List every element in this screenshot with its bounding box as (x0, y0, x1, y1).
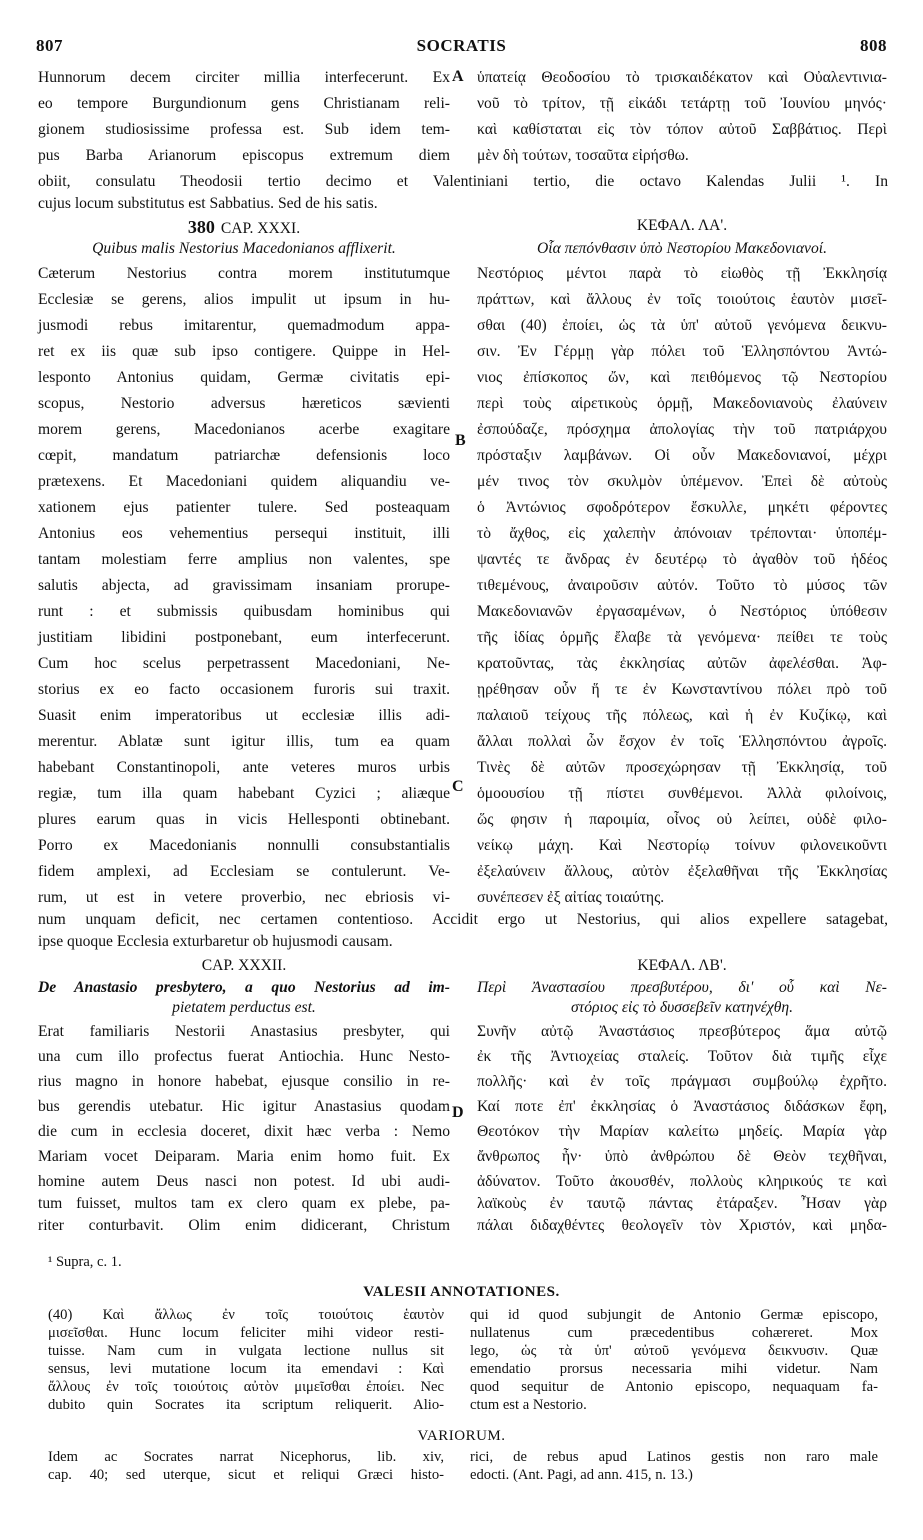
text-line: καὶ καθίσταται εἰς τὸν τόπον αὐτοῦ Σαββάτιος. Περὶ (477, 121, 887, 138)
text-line: νείκῳ μάχη. Καὶ Νεστορίῳ τοίνυν φιλονεικοῦντι (477, 837, 887, 854)
text-line: ipse quoque Ecclesia exturbaretur ob hujusmodi causam. (38, 933, 393, 950)
column-number: 380 (187, 217, 215, 237)
chapter-31-greek-subtitle: Οἷα πεπόνθασιν ὑπὸ Νεστορίου Μακεδονιανοί. (536, 240, 828, 257)
text-line: pus Barba Arianorum episcopus extremum diem (38, 147, 450, 164)
text-line: ψαντές τε ἄνδρας ἐν δευτέρῳ τὸ ἀγαθὸν τοῦ ἡδέος (477, 551, 887, 568)
text-line: Τινὲς δὲ αὐτῶν προσεχώρησαν τῇ Ἐκκλησίᾳ, τοῦ (477, 759, 887, 776)
text-line: tum fuisset, multos tam ex clero quam ex plebe, pa- (38, 1195, 450, 1212)
note-line: ἄλλους ἐν τοῖς τοιούτοις αὐτὸν μιμεῖσθαι ἐποίει. Nec (48, 1379, 444, 1395)
margin-letter-d: D (452, 1104, 464, 1121)
note-line: emendatio prorsus necessaria mihi videtur. Nam (470, 1361, 878, 1377)
note-line: quod sequitur de Antonio episcopo, nequaquam fa- (470, 1379, 878, 1395)
text-line: Hunnorum decem circiter millia interfecerunt. Ex (38, 69, 450, 86)
text-line: ἀδύνατον. Τοῦτο ἀκουσθέν, πολλοὺς κληρικούς τε καὶ (477, 1173, 887, 1190)
text-line: cujus locum substitutus est Sabbatius. Sed de his satis. (38, 195, 378, 212)
text-line: Cæterum Nestorius contra morem institutumque (38, 265, 450, 282)
text-line: salutis abjecta, ad gravissimam insaniam prorupe- (38, 577, 450, 594)
text-line: νιος ἐπίσκοπος ὤν, καὶ πειθόμενος τῷ Νεστορίου (477, 369, 887, 386)
text-line: Erat familiaris Nestorii Anastasius presbyter, qui (38, 1023, 450, 1040)
text-line: Porro ex Macedonianis nonnulli consubstantialis (38, 837, 450, 854)
text-line: eo tempore Burgundionum gens Christianam reli- (38, 95, 450, 112)
note-line: rici, de rebus apud Latinos gestis non raro male (470, 1449, 878, 1465)
text-line: ῃρέθησαν οὖν ἥ τε ἐν Κωνσταντίνου πόλει πρὸ τοῦ (477, 681, 887, 698)
chapter-31-latin-subtitle: Quibus malis Nestorius Macedonianos afflixerit. (92, 240, 396, 257)
text-line: morem gerens, Macedonianos acerbe exagitare (38, 421, 450, 438)
note-line: ctum est a Nestorio. (470, 1397, 587, 1413)
text-line: homine autem Deus nasci non potest. Id ubi audi- (38, 1173, 450, 1190)
text-line: σθαι (40) ἐποίει, ὡς τὰ ὑπ' αὐτοῦ γενόμενα δεικνυ- (477, 317, 887, 334)
text-line: Suasit enim imperatoribus ut ecclesiæ illis adi- (38, 707, 450, 724)
text-line: πράττων, καὶ ἄλλους ἐν τοῖς τοιούτοις ἑαυτὸν μισεῖ- (477, 291, 887, 308)
text-line: λαϊκοὺς ἐν ταυτῷ πάντας ἐτάραξεν. Ἦσαν γὰρ (477, 1195, 887, 1212)
note-line: tuisse. Nam cum in vulgata lectione nullus sit (48, 1343, 444, 1359)
text-line: τιθεμένους, ἀναιροῦσιν αὐτόν. Τοῦτο τὸ μύσος τῶν (477, 577, 887, 594)
note-line: qui id quod subjungit de Antonio Germæ episcopo, (470, 1307, 878, 1323)
text-line: merentur. Ablatæ sunt igitur illis, tum ea quam (38, 733, 450, 750)
text-line: die cum in ecclesia doceret, dixit hæc verba : Nemo (38, 1123, 450, 1140)
note-line: sensus, levi mutatione locum ita emendavi : Καὶ (48, 1361, 444, 1377)
margin-letter-b: B (455, 432, 466, 449)
text-line: ἐξελαύνειν ἄλλους, αὐτὸν ἐξελαθῆναι τῆς Ἐκκλησίας (477, 863, 887, 880)
text-line: Νεστόριος μέντοι παρὰ τὸ εἰωθὸς τῇ Ἐκκλησίᾳ (477, 265, 887, 282)
text-line: habebant Constantinopoli, ante veteres muros urbis (38, 759, 450, 776)
text-line: Μακεδονιανῶν ἐργασαμένων, ὁ Νεστόριος ὑπόθεσιν (477, 603, 887, 620)
text-line: num unquam deficit, nec certamen contentioso. Accidit ergo ut Nestorius, qui alios expellere satagebat, (38, 911, 888, 928)
margin-letter-a: A (452, 68, 464, 85)
note-line: (40) Καὶ ἄλλως ἐν τοῖς τοιούτοις ἑαυτὸν (48, 1307, 444, 1323)
left-page-number: 807 (36, 36, 63, 55)
chapter-32-greek-title: ΚΕΦΑΛ. ΛΒ'. (637, 957, 727, 974)
text-line: ὑπατείᾳ Θεοδοσίου τὸ τρισκαιδέκατον καὶ Οὐαλεντινια- (477, 69, 887, 86)
text-line: riter conturbavit. Olim enim didicerant, Christum (38, 1217, 450, 1234)
chapter-32-latin-title: CAP. XXXII. (201, 957, 287, 974)
text-line: κρατοῦντας, τὰς ἐκκλησίας αὐτῶν ἀφελέσθαι. Ἀφ- (477, 655, 887, 672)
text-line: μὲν δὴ τούτων, τοσαῦτα εἰρήσθω. (477, 147, 689, 164)
chapter-32-latin-subtitle-line: pietatem perductus est. (172, 999, 316, 1016)
text-line: ἐκ τῆς Ἀντιοχείας σταλείς. Τοῦτον διὰ τιμῆς εἶχε (477, 1048, 887, 1065)
note-line: dubito quin Socrates ita scriptum reliquerit. Alio- (48, 1397, 444, 1413)
text-line: σιν. Ἐν Γέρμῃ γὰρ πόλει τοῦ Ἑλλησπόντου Ἀντώ- (477, 343, 887, 360)
chapter-32-greek-subtitle-line: Περὶ Ἀναστασίου πρεσβυτέρου, δι' οὗ καὶ Νε- (477, 979, 887, 996)
note-line: lego, ὡς τὰ ὑπ' αὐτοῦ γενόμενα δεικνυσιν. Quæ (470, 1343, 878, 1359)
text-line: συνέπεσεν ἐξ αἰτίας τοιαύτης. (477, 889, 665, 906)
text-line: plures earum quas in vicis Hellesponti obtinebant. (38, 811, 450, 828)
text-line: regiæ, tum illa quam habebant Cyzici ; aliæque (38, 785, 450, 802)
text-line: obiit, consulatu Theodosii tertio decimo et Valentiniani tertio, die octavo Kalendas Julii ¹. In (38, 173, 888, 190)
text-line: gionem studiosissime professa est. Sub idem tem- (38, 121, 450, 138)
margin-letter-c: C (452, 778, 464, 795)
text-line: Cum hoc scelus perpetrassent Macedoniani, Ne- (38, 655, 450, 672)
chapter-31-latin-title (38, 218, 450, 237)
text-line: prætexens. Et Macedoniani quidem aliquandiu ve- (38, 473, 450, 490)
text-line: ἐσπούδαζε, πρόσχημα ἀπολογίας τὴν τοῦ πατριάρχου (477, 421, 887, 438)
text-line: Θεοτόκον τὴν Μαρίαν καλείτω μηδείς. Μαρία γὰρ (477, 1123, 887, 1140)
text-line: una cum illo profectus fuerat Antiochia. Hunc Nesto- (38, 1048, 450, 1065)
text-line: cœpit, mandatum patriarchæ defensionis loco (38, 447, 450, 464)
text-line: Antonius eos vehementius persequi instituit, illi (38, 525, 450, 542)
text-line: παλαιοῦ τείχους τῆς πόλεως, καὶ ἡ ἐν Κυζίκῳ, καὶ (477, 707, 887, 724)
note-line: μισεῖσθαι. Hunc locum feliciter mihi videor resti- (48, 1325, 444, 1341)
text-line: scopus, Nestorio adversus hæreticos sævienti (38, 395, 450, 412)
text-line: ὁμοουσίου τῇ πίστει συνθέμενοι. Ἀλλὰ φιλοίνοις, (477, 785, 887, 802)
text-line: rius magno in honore habebat, ejusque consilio in re- (38, 1073, 450, 1090)
right-page-number: 808 (860, 36, 887, 55)
footnote: ¹ Supra, c. 1. (48, 1254, 122, 1270)
chapter-31-latin-label: CAP. XXXI. (220, 220, 301, 237)
text-line: πάλαι διδαχθέντες θεολογεῖν τὸν Χριστόν, καὶ μηδα- (477, 1217, 887, 1234)
text-line: ἄλλαι πολλαὶ ὧν ἔσχον ἐν τοῖς Ἑλλησπόντου ἀγροῖς. (477, 733, 887, 750)
variorum-heading: VARIORUM. (417, 1428, 506, 1444)
text-line: ὥς φησιν ἡ παροιμία, οἶνος οὐ λείπει, οὐδὲ φιλο- (477, 811, 887, 828)
text-line: περὶ τοὺς αἱρετικοὺς ὁρμῇ, Μακεδονιανοὺς ἐλαύνειν (477, 395, 887, 412)
text-line: μέν τινος τὸν σκυλμὸν ὑπέμενον. Ἐπεὶ δὲ αὐτοὺς (477, 473, 887, 490)
text-line: xationem ejus patienter tulere. Sed posteaquam (38, 499, 450, 516)
text-line: rum, ut est in vetere proverbio, nec ebriosis vi- (38, 889, 450, 906)
text-line: Ecclesiæ se gerens, alios impulit ut ipsum in hu- (38, 291, 450, 308)
note-line: nullatenus cum præcedentibus cohæreret. Mox (470, 1325, 878, 1341)
note-line: Idem ac Socrates narrat Nicephorus, lib. xiv, (48, 1449, 444, 1465)
text-line: Mariam vocet Deiparam. Maria enim homo fuit. Ex (38, 1148, 450, 1165)
text-line: runt : et submissis quibusdam hominibus qui (38, 603, 450, 620)
text-line: Καί ποτε ἐπ' ἐκκλησίας ὁ Ἀναστάσιος διδάσκων ἔφη, (477, 1098, 887, 1115)
chapter-32-greek-subtitle-line: στόριος εἰς τὸ δυσσεβεῖν κατηνέχθη. (570, 999, 794, 1016)
text-line: ret ex iis quæ sub ipso contigere. Quippe in Hel- (38, 343, 450, 360)
text-line: bus gerendis utebatur. Hic igitur Anastasius quodam (38, 1098, 450, 1115)
text-line: ἄνθρωπος ἦν· ὑπὸ ἀνθρώπου δὲ Θεὸν τεχθῆναι, (477, 1148, 887, 1165)
text-line: πολλῆς· καὶ ἐν τοῖς πράγμασι συμβούλῳ ἐχρῆτο. (477, 1073, 887, 1090)
text-line: jusmodi rebus imitarentur, quemadmodum appa- (38, 317, 450, 334)
note-line: edocti. (Ant. Pagi, ad ann. 415, n. 13.) (470, 1467, 693, 1483)
text-line: νοῦ τὸ τρίτον, τῇ εἰκάδι τετάρτῃ τοῦ Ἰουνίου μηνός· (477, 95, 887, 112)
text-line: τὸ ἄχθος, εἰς χαλεπὴν ἀπόνοιαν τρέπονται· ὑποπέμ- (477, 525, 887, 542)
text-line: fidem amplexi, ad Ecclesiam se contulerunt. Ve- (38, 863, 450, 880)
chapter-32-latin-subtitle-line: De Anastasio presbytero, a quo Nestorius ad im- (38, 979, 450, 996)
chapter-31-greek-title: ΚΕΦΑΛ. ΛΑ'. (636, 217, 728, 234)
valesii-heading: VALESII ANNOTATIONES. (363, 1284, 560, 1300)
text-line: justitiam libidini postponebant, eum interfecerunt. (38, 629, 450, 646)
text-line: τῆς ἰδίας ὁρμῆς ἔλαβε τὰ γενόμενα· πείθει τε τοὺς (477, 629, 887, 646)
text-line: storius ex eo facto occasionem furoris sui traxit. (38, 681, 450, 698)
note-line: cap. 40; sed uterque, sicut et reliqui Græci histo- (48, 1467, 444, 1483)
text-line: ὁ Ἀντώνιος σφοδρότερον ἔσκυλλε, μηκέτι φέροντες (477, 499, 887, 516)
text-line: tantam molestiam ferre amplius non valentes, spe (38, 551, 450, 568)
text-line: Συνῆν αὐτῷ Ἀναστάσιος πρεσβύτερος ἅμα αὐτῷ (477, 1023, 887, 1040)
text-line: lesponto Antonius quidam, Germæ civitatis epi- (38, 369, 450, 386)
running-title: SOCRATIS (416, 36, 507, 55)
text-line: πρόσταξιν λαμβάνων. Οἱ οὖν Μακεδονιανοί, μέχρι (477, 447, 887, 464)
